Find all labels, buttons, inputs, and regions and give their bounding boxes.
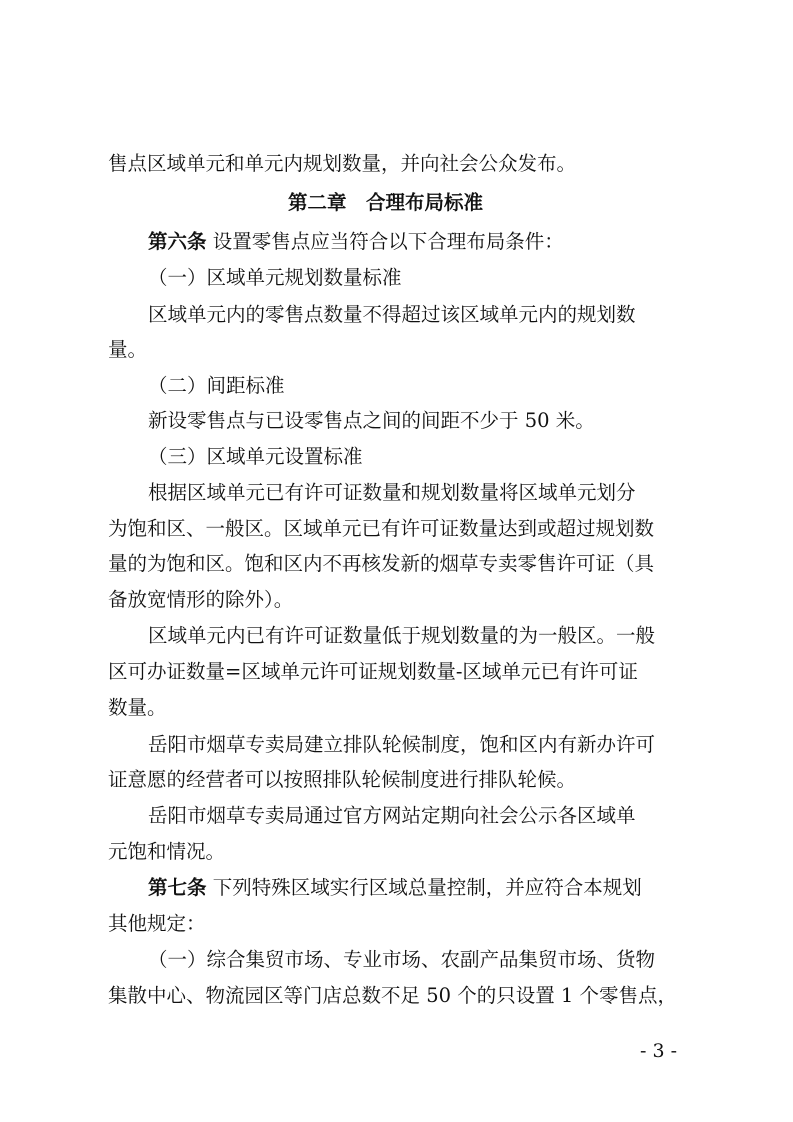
article-text: 下列特殊区域实行区域总量控制，并应符合本规划 xyxy=(212,876,642,899)
text-line: （二）间距标准 xyxy=(148,374,285,397)
text-line: 为饱和区、一般区。区域单元已有许可证数量达到或超过规划数 xyxy=(108,517,655,540)
text-line: 元饱和情况。 xyxy=(108,840,226,863)
text-line: 售点区域单元和单元内规划数量，并向社会公众发布。 xyxy=(108,152,577,175)
article-label: 第七条 xyxy=(148,876,207,899)
page-number: - 3 - xyxy=(640,1040,678,1062)
text-line: （一）区域单元规划数量标准 xyxy=(148,266,402,289)
chapter-title: 第二章 合理布局标准 xyxy=(288,191,484,214)
text-line: 新设零售点与已设零售点之间的间距不少于 50 米。 xyxy=(148,409,595,432)
article-seven xyxy=(148,874,642,902)
text-line: 区域单元内已有许可证数量低于规划数量的为一般区。一般 xyxy=(148,624,656,647)
text-line: 证意愿的经营者可以按照排队轮候制度进行排队轮候。 xyxy=(108,768,577,791)
text-line: 其他规定： xyxy=(108,912,206,935)
text-line: 量。 xyxy=(108,338,148,361)
article-text: 设置零售点应当符合以下合理布局条件： xyxy=(212,230,564,253)
text-line: （三）区域单元设置标准 xyxy=(148,445,363,468)
text-line: 区可办证数量=区域单元许可证规划数量-区域单元已有许可证 xyxy=(108,660,638,683)
article-label: 第六条 xyxy=(148,230,207,253)
text-line: 岳阳市烟草专卖局建立排队轮候制度，饱和区内有新办许可 xyxy=(148,733,656,756)
text-line: 根据区域单元已有许可证数量和规划数量将区域单元划分 xyxy=(148,481,636,504)
text-line: 岳阳市烟草专卖局通过官方网站定期向社会公示各区域单 xyxy=(148,804,636,827)
article-six xyxy=(148,228,564,256)
text-line: 量的为饱和区。饱和区内不再核发新的烟草专卖零售许可证（具 xyxy=(108,552,655,575)
text-line: 备放宽情形的除外）。 xyxy=(108,588,294,611)
text-line: 区域单元内的零售点数量不得超过该区域单元内的规划数 xyxy=(148,303,636,326)
text-line: （一）综合集贸市场、专业市场、农副产品集贸市场、货物 xyxy=(148,948,656,971)
text-line: 数量。 xyxy=(108,696,167,719)
text-line: 集散中心、物流园区等门店总数不足 50 个的只设置 1 个零售点， xyxy=(108,984,678,1007)
